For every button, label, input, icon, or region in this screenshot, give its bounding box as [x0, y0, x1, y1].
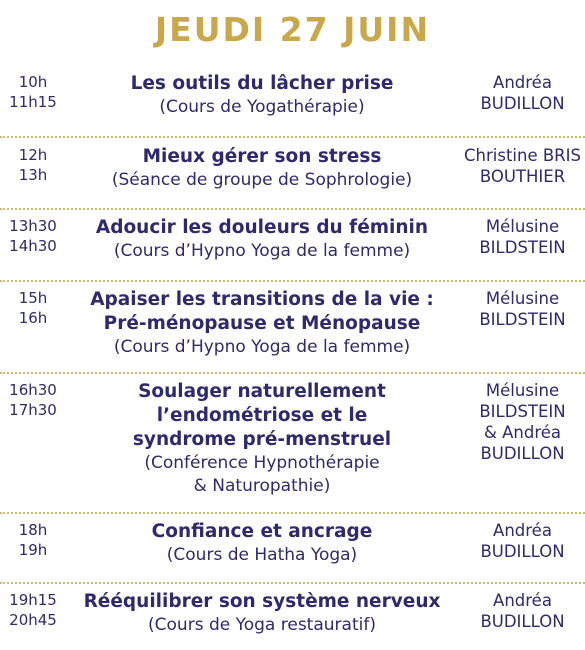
start-time: 15h: [18, 289, 48, 307]
session-type: (Cours de Yogathérapie): [159, 97, 365, 117]
schedule-row: [0, 582, 585, 644]
schedule-row: [0, 66, 585, 136]
session-cell: [64, 590, 460, 644]
start-time: 16h30: [9, 381, 57, 399]
start-time: 19h15: [9, 591, 57, 609]
end-time: 19h: [18, 541, 48, 559]
session-title: Soulager naturellement l’endométriose et le syndrome pré-menstruel: [132, 381, 392, 450]
schedule-row: [0, 136, 585, 208]
time-cell: [0, 145, 64, 208]
teacher-name: Mélusine BILDSTEIN: [479, 289, 566, 329]
session-cell: [64, 520, 460, 582]
start-time: 12h: [18, 146, 48, 164]
session-type: (Conférence Hypnothérapie & Naturopathie): [144, 453, 380, 496]
time-cell: [0, 590, 64, 644]
end-time: 17h30: [9, 401, 57, 419]
session-title: Les outils du lâcher prise: [130, 73, 394, 94]
time-cell: [0, 288, 64, 372]
session-cell: [64, 380, 460, 512]
schedule-row: [0, 372, 585, 512]
teacher-name: Mélusine BILDSTEIN & Andréa BUDILLON: [479, 381, 566, 463]
start-time: 10h: [18, 73, 48, 91]
session-cell: [64, 288, 460, 372]
teacher-name: Andréa BUDILLON: [480, 73, 565, 113]
teacher-name: Andréa BUDILLON: [480, 591, 565, 631]
time-cell: [0, 520, 64, 582]
end-time: 14h30: [9, 237, 57, 255]
session-type: (Séance de groupe de Sophrologie): [111, 170, 413, 190]
schedule-list: [0, 66, 585, 644]
time-cell: [0, 216, 64, 280]
end-time: 11h15: [9, 93, 57, 111]
time-cell: [0, 380, 64, 512]
session-type: (Cours d’Hypno Yoga de la femme): [113, 241, 411, 261]
session-cell: [64, 145, 460, 208]
end-time: 16h: [18, 309, 48, 327]
teacher-name: Christine BRIS BOUTHIER: [464, 146, 581, 186]
teacher-name: Mélusine BILDSTEIN: [479, 217, 566, 257]
page-title: JEUDI 27 JUIN: [154, 10, 431, 49]
time-cell: [0, 72, 64, 136]
start-time: 13h30: [9, 217, 57, 235]
session-cell: [64, 216, 460, 280]
end-time: 13h: [18, 166, 48, 184]
teacher-name: Andréa BUDILLON: [480, 521, 565, 561]
schedule-row: [0, 280, 585, 372]
session-title: Confiance et ancrage: [151, 521, 373, 542]
schedule-row: [0, 512, 585, 582]
start-time: 18h: [18, 521, 48, 539]
session-type: (Cours de Yoga restauratif): [148, 615, 376, 635]
end-time: 20h45: [9, 611, 57, 629]
session-type: (Cours de Hatha Yoga): [166, 545, 358, 565]
session-title: Rééquilibrer son système nerveux: [83, 591, 441, 612]
schedule-row: [0, 208, 585, 280]
session-type: (Cours d’Hypno Yoga de la femme): [113, 337, 411, 357]
session-title: Apaiser les transitions de la vie : Pré-ménopause et Ménopause: [90, 289, 434, 334]
session-title: Mieux gérer son stress: [142, 146, 382, 167]
session-title: Adoucir les douleurs du féminin: [95, 217, 429, 238]
session-cell: [64, 72, 460, 136]
